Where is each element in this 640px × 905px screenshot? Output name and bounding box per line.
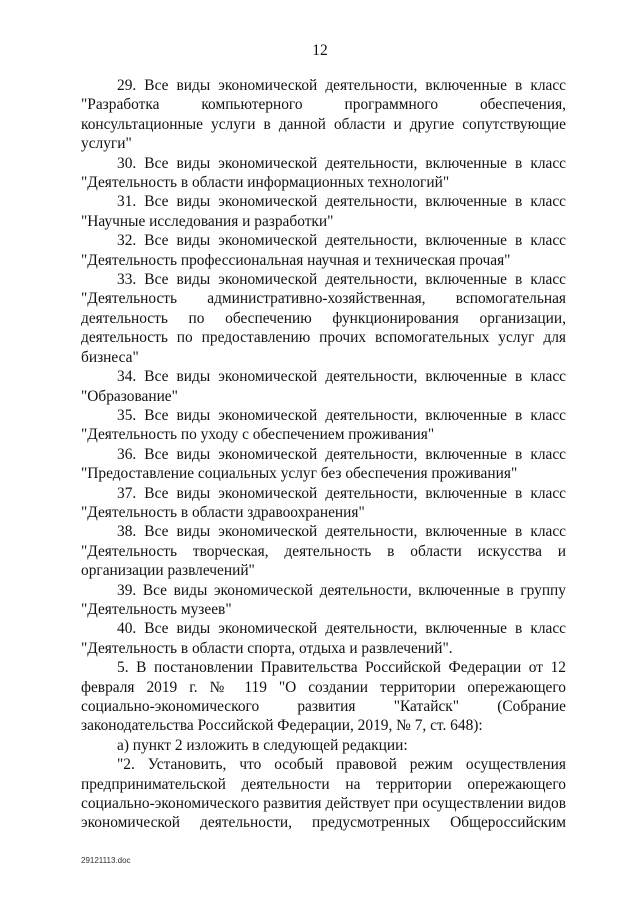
item-33-head: 33. Все виды экономической деятельности, включенные в класс (117, 271, 566, 289)
item-33 (81, 270, 566, 367)
subpoint-a: а) пункт 2 изложить в следующей редакции: (117, 736, 408, 754)
item-38-body: "Деятельность творческая, деятельность в области искусства и организации развлечений" (81, 542, 566, 580)
item-31-body: "Научные исследования и разработки" (81, 212, 334, 230)
item-36 (81, 445, 566, 484)
item-40-body: "Деятельность в области спорта, отдыха и развлечений". (81, 639, 453, 657)
item-40-head: 40. Все виды экономической деятельности, включенные в класс (117, 620, 566, 638)
item-39-head: 39. Все виды экономической деятельности, включенные в группу (117, 581, 566, 599)
item-29 (81, 76, 566, 154)
item-30 (81, 154, 566, 193)
item-33-body: "Деятельность административно-хозяйственная, вспомогательная деятельность по обеспечению функционирования организации, деятельность по предоставлению прочих вспомогательных услуг для бизнеса" (81, 290, 566, 366)
item-32-body: "Деятельность профессиональная научная и техническая прочая" (81, 251, 511, 269)
section-5-paragraph: 5. В постановлении Правительства Российской Федерации от 12 февраля 2019 г. № 119 "О создании территории опережающего социально-экономического развития "Катайск" (Собрание законодательства Российской Федерации, 2019, № 7, ст. 648): (81, 659, 566, 735)
item-34-head: 34. Все виды экономической деятельности, включенные в класс (117, 368, 566, 386)
item-35 (81, 406, 566, 445)
item-36-body: "Предоставление социальных услуг без обеспечения проживания" (81, 465, 518, 483)
item-30-body: "Деятельность в области информационных технологий" (81, 174, 450, 192)
page-number: 12 (312, 42, 328, 59)
item-35-body: "Деятельность по уходу с обеспечением проживания" (81, 426, 435, 444)
item-38-head: 38. Все виды экономической деятельности, включенные в класс (117, 523, 566, 541)
item-31 (81, 192, 566, 231)
item-35-head: 35. Все виды экономической деятельности, включенные в класс (117, 406, 566, 424)
quoted-paragraph: "2. Установить, что особый правовой режим осуществления предпринимательской деятельности на территории опережающего социально-экономического развития действует при осуществлении видов экономической деятельности, предусмотренных Общероссийским (81, 756, 566, 832)
item-39 (81, 581, 566, 620)
document-filename: 29121113.doc (81, 856, 131, 865)
item-32 (81, 231, 566, 270)
item-32-head: 32. Все виды экономической деятельности, включенные в класс (117, 232, 566, 250)
item-34-body: "Образование" (81, 387, 178, 405)
item-37 (81, 484, 566, 523)
item-40 (81, 619, 566, 658)
item-36-head: 36. Все виды экономической деятельности, включенные в класс (117, 445, 566, 463)
document-body (81, 76, 566, 833)
item-30-head: 30. Все виды экономической деятельности, включенные в класс (117, 154, 566, 172)
item-39-body: "Деятельность музеев" (81, 600, 232, 618)
item-31-head: 31. Все виды экономической деятельности, включенные в класс (117, 193, 566, 211)
item-37-body: "Деятельность в области здравоохранения" (81, 503, 365, 521)
item-37-head: 37. Все виды экономической деятельности, включенные в класс (117, 484, 566, 502)
item-34 (81, 367, 566, 406)
item-38 (81, 522, 566, 580)
item-29-body: "Разработка компьютерного программного обеспечения, консультационные услуги в данной области и другие сопутствующие услуги" (81, 96, 566, 153)
item-29-head: 29. Все виды экономической деятельности, включенные в класс (117, 77, 566, 94)
